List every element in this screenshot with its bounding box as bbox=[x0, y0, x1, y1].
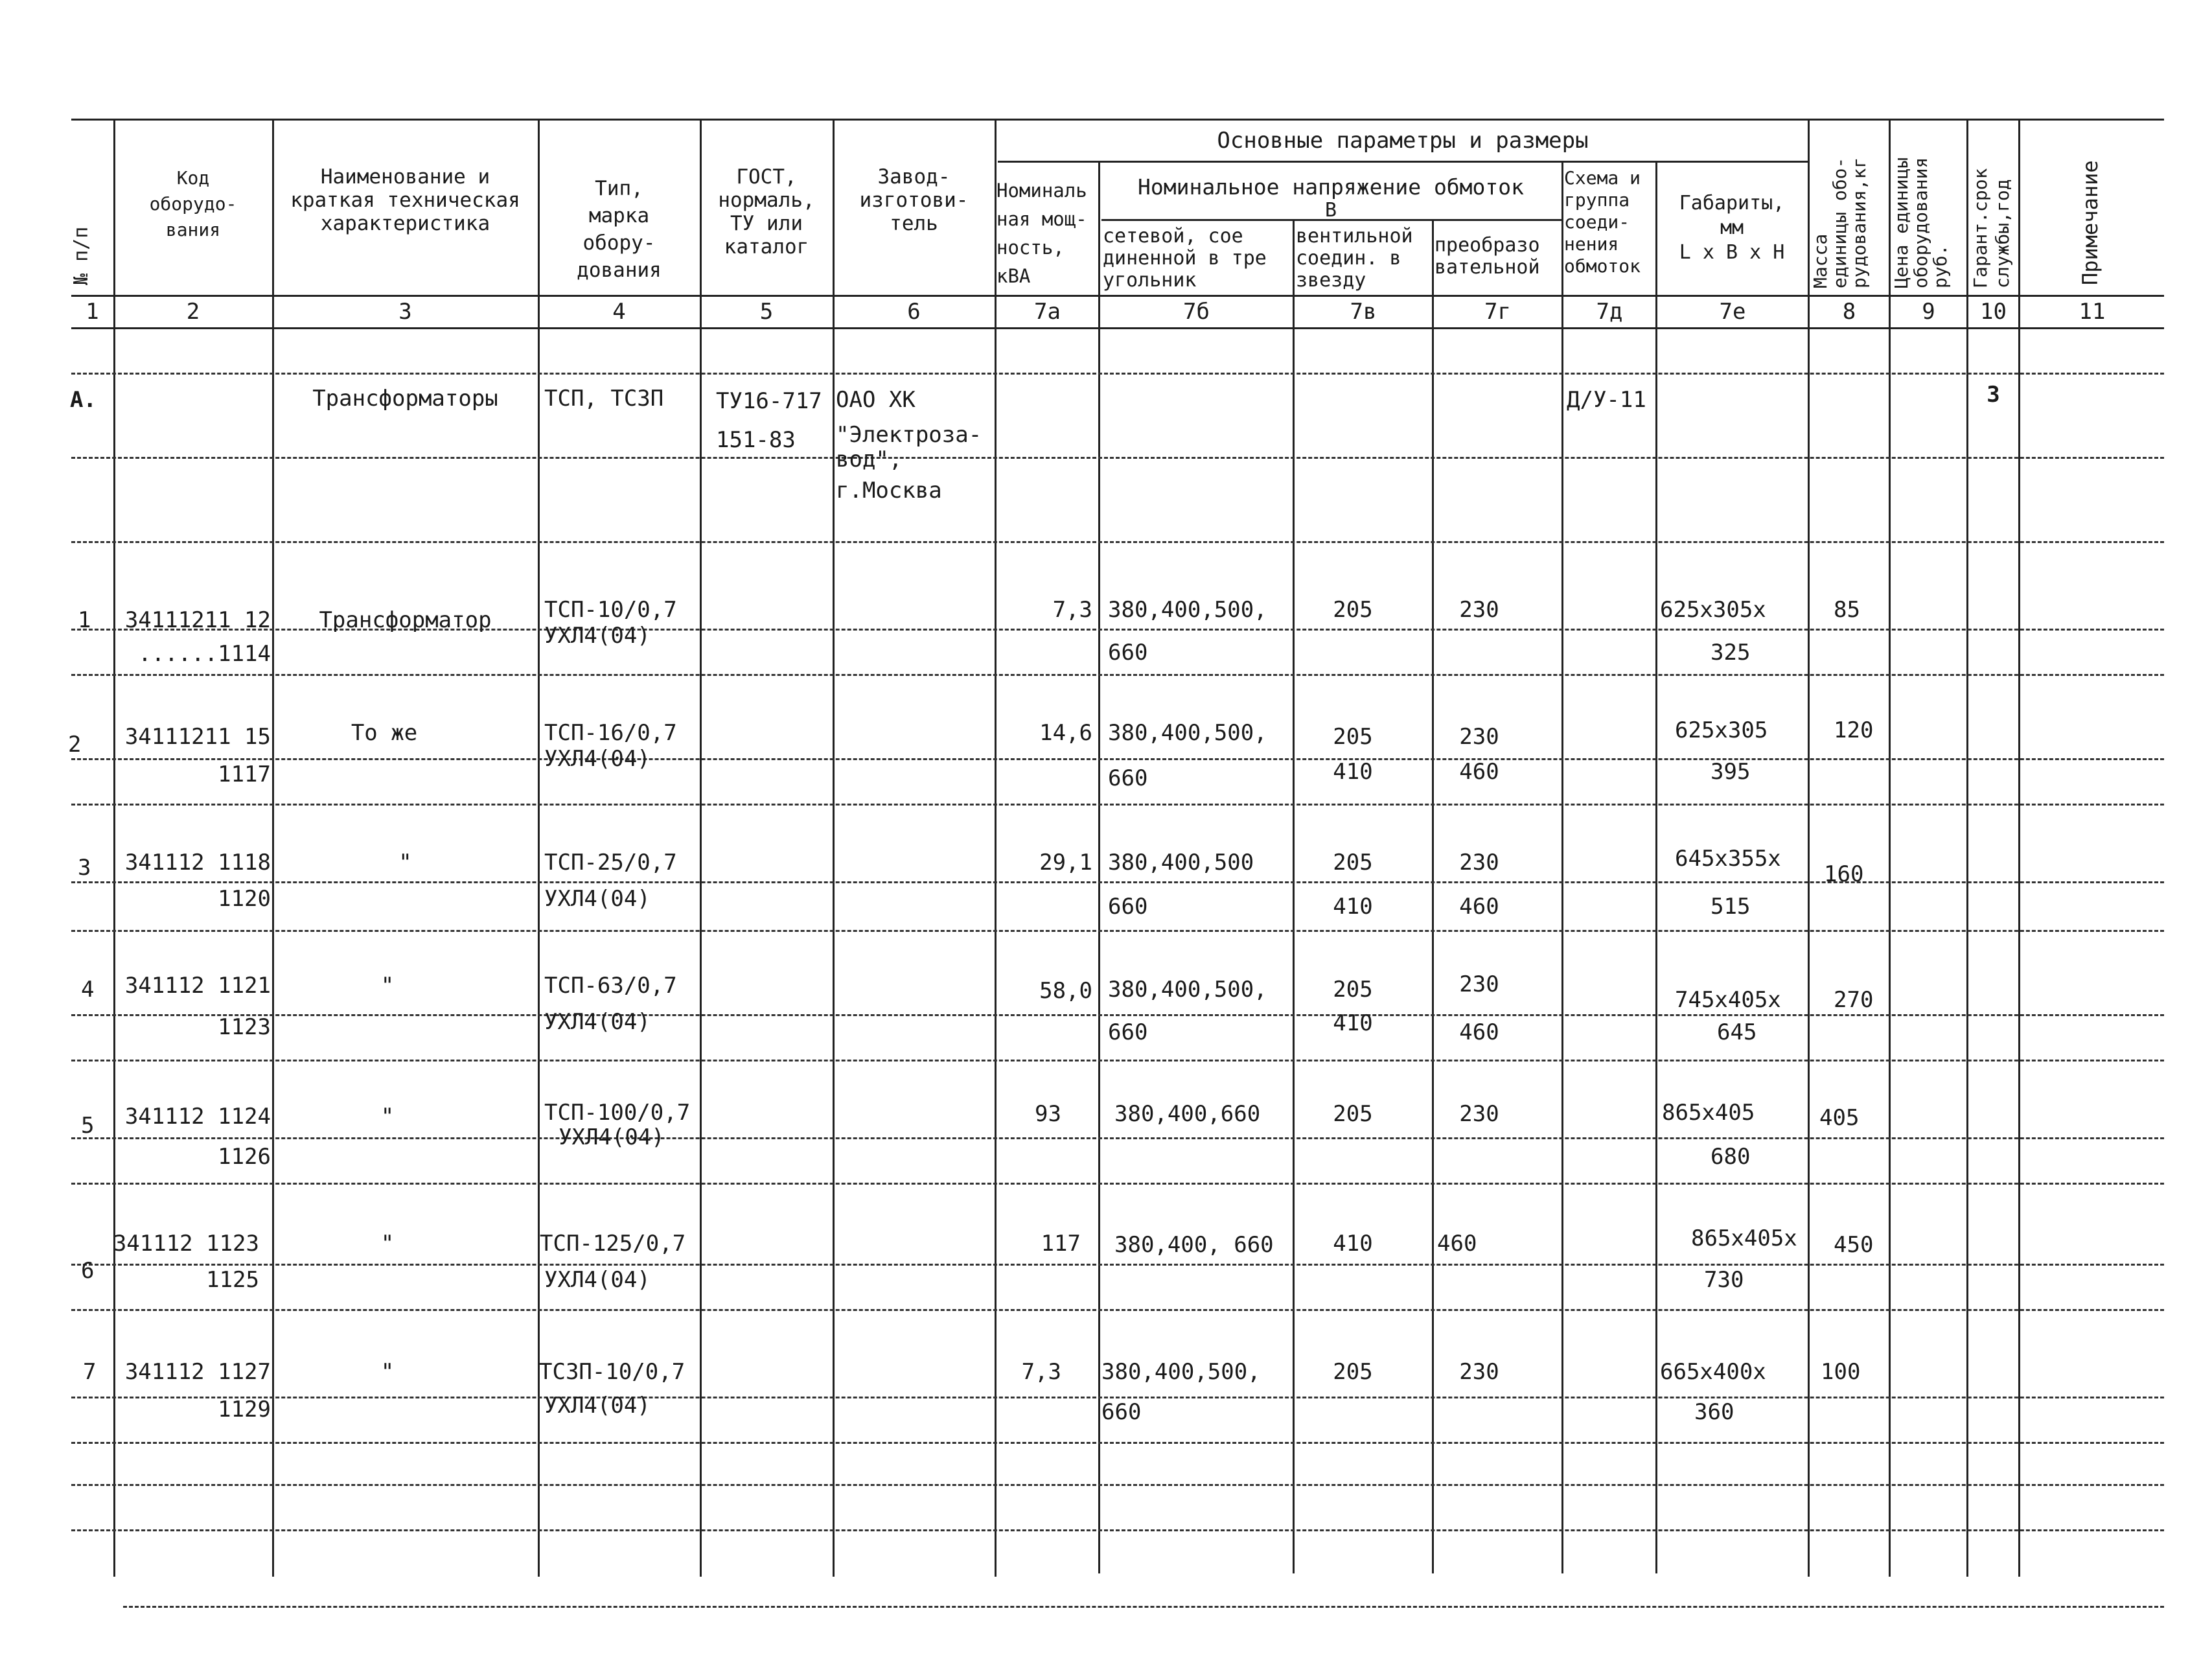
colnum: 10 bbox=[1980, 299, 2007, 325]
row-dims-2: 360 bbox=[1694, 1399, 1734, 1425]
row-code-1: 341112 1118 bbox=[124, 850, 271, 876]
section-name: Трансформаторы bbox=[312, 386, 498, 412]
row-code-2: 1125 bbox=[206, 1267, 259, 1293]
row-code-2: 1126 bbox=[218, 1144, 271, 1170]
row-vnet-2: 660 bbox=[1108, 1019, 1148, 1045]
row-power: 7,3 bbox=[1052, 597, 1092, 623]
row-dims-2: 730 bbox=[1704, 1267, 1744, 1293]
header-bottom-rule bbox=[71, 295, 2164, 297]
row-type-2: УХЛ4(04) bbox=[544, 886, 651, 912]
row-number: 1 bbox=[78, 607, 91, 633]
row-rule bbox=[71, 804, 2164, 806]
row-type-2: УХЛ4(04) bbox=[544, 623, 651, 649]
colnum: 4 bbox=[612, 299, 626, 325]
row-number: 6 bbox=[81, 1258, 95, 1284]
colnum: 1 bbox=[86, 299, 99, 325]
row-code-2: 1117 bbox=[218, 761, 271, 787]
row-rule bbox=[71, 1014, 2164, 1016]
row-rule bbox=[71, 1397, 2164, 1398]
col2-header: Код оборудо- вания bbox=[149, 167, 237, 240]
row-type-2: УХЛ4(04) bbox=[544, 746, 651, 772]
section-scheme: Д/У-11 bbox=[1567, 387, 1646, 413]
row-dims-2: 325 bbox=[1711, 640, 1751, 666]
row-rule bbox=[71, 1137, 2164, 1139]
row-dims-2: 395 bbox=[1711, 759, 1751, 785]
col-line bbox=[1966, 119, 1968, 1577]
row-code-1: 341112 1121 bbox=[124, 973, 271, 999]
col6-header: Завод- изготови- тель bbox=[859, 165, 969, 235]
row-name: " bbox=[380, 1231, 395, 1257]
row-power: 117 bbox=[1041, 1231, 1081, 1257]
row-code-1: 34111211 12 bbox=[124, 607, 271, 633]
col3-header: Наименование и краткая техническая характеристика bbox=[290, 165, 520, 235]
col11-header: Примечание bbox=[2078, 160, 2103, 285]
row-code-2: 1120 bbox=[218, 886, 271, 912]
col-line bbox=[113, 119, 115, 1577]
row-power: 58,0 bbox=[1039, 978, 1092, 1004]
col-line bbox=[700, 119, 702, 1577]
row-name: " bbox=[380, 1104, 395, 1130]
row-vconv-2: 460 bbox=[1459, 1019, 1499, 1045]
row-vnet-2: 660 bbox=[1108, 640, 1148, 666]
row-type-2: УХЛ4(04) bbox=[544, 1009, 651, 1035]
row-rule bbox=[71, 758, 2164, 760]
row-vnet-2: 660 bbox=[1101, 1399, 1142, 1425]
row-name: То же bbox=[351, 720, 418, 746]
colnum: 11 bbox=[2079, 299, 2106, 325]
section-maker-3: вод", bbox=[836, 446, 903, 472]
voltage-header: Номинальное напряжение обмоток bbox=[1137, 174, 1525, 200]
col-line bbox=[1889, 119, 1891, 1577]
colnum: 5 bbox=[759, 299, 774, 325]
col9-header: Цена единицы оборудования руб. bbox=[1891, 157, 1951, 288]
row-dims-1: 645x355x bbox=[1675, 846, 1781, 872]
colnum: 2 bbox=[186, 299, 200, 325]
section-warranty: 3 bbox=[1987, 382, 2000, 408]
col8-header: Масса единицы обо- рудования,кг bbox=[1810, 157, 1870, 288]
colnum: 9 bbox=[1922, 299, 1935, 325]
row-vvalve-1: 205 bbox=[1333, 850, 1373, 876]
row-code-2: ......1114 bbox=[138, 641, 271, 667]
col10-header: Гарант.срок службы,год bbox=[1970, 168, 2013, 288]
row-rule bbox=[71, 1529, 2164, 1531]
colnum: 7д bbox=[1596, 299, 1623, 325]
row-vnet-1: 380,400,500, bbox=[1101, 1359, 1261, 1385]
row-mass: 160 bbox=[1824, 861, 1864, 887]
row-type-1: ТСП-25/0,7 bbox=[544, 850, 677, 876]
row-mass: 405 bbox=[1819, 1105, 1860, 1131]
row-rule bbox=[71, 674, 2164, 676]
section-letter: А. bbox=[70, 387, 97, 413]
row-mass: 450 bbox=[1834, 1232, 1874, 1258]
row-vnet-1: 380,400,500, bbox=[1108, 977, 1267, 1003]
row-code-1: 341112 1123 bbox=[113, 1231, 259, 1257]
row-vconv-2: 460 bbox=[1459, 894, 1499, 920]
row-power: 93 bbox=[1035, 1101, 1061, 1127]
colnum: 3 bbox=[398, 299, 412, 325]
row-vvalve-1: 205 bbox=[1333, 597, 1373, 623]
row-dims-1: 625x305 bbox=[1675, 717, 1768, 743]
row-vnet-2: 660 bbox=[1108, 765, 1148, 791]
top-rule bbox=[71, 119, 2164, 121]
bottom-rule bbox=[123, 1606, 2164, 1608]
col7b-header: сетевой, сое диненной в тре угольник bbox=[1103, 225, 1267, 292]
row-type-2: УХЛ4(04) bbox=[544, 1267, 651, 1293]
row-vnet-1: 380,400,500 bbox=[1108, 850, 1254, 876]
row-code-2: 1129 bbox=[218, 1397, 271, 1422]
row-rule bbox=[71, 1309, 2164, 1311]
row-mass: 100 bbox=[1821, 1359, 1861, 1385]
section-maker-1: ОАО ХК bbox=[836, 387, 916, 413]
row-vconv-2: 460 bbox=[1459, 759, 1499, 785]
numbers-bottom-rule bbox=[71, 327, 2164, 329]
colnum: 6 bbox=[907, 299, 921, 325]
row-vnet-2: 660 bbox=[1108, 894, 1148, 920]
row-code-1: 341112 1127 bbox=[124, 1359, 271, 1385]
row-number: 3 bbox=[78, 855, 91, 881]
row-vvalve-1: 205 bbox=[1333, 1101, 1373, 1127]
row-type-1: ТСП-16/0,7 bbox=[544, 720, 677, 746]
row-vvalve-2: 410 bbox=[1333, 759, 1373, 785]
row-vconv-1: 230 bbox=[1459, 850, 1499, 876]
row-vvalve-1: 205 bbox=[1333, 977, 1373, 1003]
col-line bbox=[2018, 119, 2020, 1577]
row-vnet-1: 380,400,660 bbox=[1114, 1101, 1261, 1127]
row-code-2: 1123 bbox=[218, 1014, 271, 1040]
row-type-1: ТСЗП-10/0,7 bbox=[539, 1359, 685, 1385]
voltage-unit: В bbox=[1324, 199, 1337, 222]
row-mass: 120 bbox=[1834, 717, 1874, 743]
row-dims-1: 665x400x bbox=[1660, 1359, 1766, 1385]
row-vnet-1: 380,400,500, bbox=[1108, 597, 1267, 623]
row-vconv-1: 230 bbox=[1459, 1101, 1499, 1127]
row-type-1: ТСП-125/0,7 bbox=[540, 1231, 686, 1257]
main-params-rule bbox=[998, 161, 1808, 163]
col-line bbox=[538, 119, 540, 1577]
row-rule bbox=[71, 1264, 2164, 1266]
row-vconv-1: 460 bbox=[1437, 1231, 1477, 1257]
row-vnet-1: 380,400, 660 bbox=[1114, 1232, 1274, 1258]
row-dims-2: 515 bbox=[1711, 894, 1751, 920]
row-number: 7 bbox=[83, 1359, 97, 1385]
row-rule bbox=[71, 1060, 2164, 1061]
row-number: 2 bbox=[68, 732, 82, 758]
row-rule bbox=[71, 1484, 2164, 1486]
row-rule bbox=[71, 1442, 2164, 1444]
colnum: 7е bbox=[1719, 299, 1746, 325]
row-name: " bbox=[380, 1359, 395, 1385]
col-line bbox=[272, 119, 274, 1577]
colnum: 7г bbox=[1484, 299, 1511, 325]
main-params-header: Основные параметры и размеры bbox=[1217, 128, 1589, 154]
section-gost-1: ТУ16-717 bbox=[716, 388, 822, 414]
row-dims-1: 625x305x bbox=[1660, 597, 1766, 623]
col-line bbox=[995, 119, 997, 1577]
col1-header: № п/п bbox=[70, 226, 93, 285]
row-rule bbox=[71, 930, 2164, 932]
col7g-header: преобразо вательной bbox=[1434, 234, 1540, 279]
row-type-1: ТСП-63/0,7 bbox=[544, 973, 677, 999]
row-number: 5 bbox=[81, 1113, 95, 1139]
row-code-1: 341112 1124 bbox=[124, 1104, 271, 1130]
row-dims-1: 865x405x bbox=[1691, 1225, 1797, 1251]
row-name: Трансформатор bbox=[319, 607, 492, 633]
section-gost-2: 151-83 bbox=[716, 427, 796, 453]
row-dims-1: 745x405x bbox=[1675, 987, 1781, 1013]
row-vvalve-2: 410 bbox=[1333, 894, 1373, 920]
col7e-header: Габариты, мм L x B x H bbox=[1679, 192, 1785, 264]
row-type-2: УХЛ4(04) bbox=[559, 1124, 665, 1150]
row-rule bbox=[71, 457, 2164, 459]
row-power: 14,6 bbox=[1039, 720, 1092, 746]
row-dims-1: 865x405 bbox=[1662, 1100, 1755, 1126]
row-vvalve-1: 205 bbox=[1333, 1359, 1373, 1385]
row-type-1: ТСП-100/0,7 bbox=[544, 1100, 691, 1126]
row-vconv-1: 230 bbox=[1459, 1359, 1499, 1385]
col-line bbox=[1808, 119, 1810, 1577]
row-rule bbox=[71, 541, 2164, 543]
row-type-2: УХЛ4(04) bbox=[544, 1393, 651, 1419]
colnum: 7в bbox=[1350, 299, 1377, 325]
row-vconv-1: 230 bbox=[1459, 597, 1499, 623]
row-rule bbox=[71, 373, 2164, 375]
col7v-header: вентильной соедин. в звезду bbox=[1296, 225, 1413, 292]
row-dims-2: 680 bbox=[1711, 1144, 1751, 1170]
row-vvalve-1: 205 bbox=[1333, 724, 1373, 750]
col5-header: ГОСТ, нормаль, ТУ или каталог bbox=[718, 165, 815, 259]
section-maker-2: "Электроза- bbox=[836, 422, 982, 448]
row-vconv-1: 230 bbox=[1459, 724, 1499, 750]
row-dims-2: 645 bbox=[1717, 1019, 1757, 1045]
row-power: 29,1 bbox=[1039, 850, 1092, 876]
row-rule bbox=[71, 1183, 2164, 1185]
row-type-1: ТСП-10/0,7 bbox=[544, 597, 677, 623]
col7d-header: Схема и группа соеди- нения обмоток bbox=[1564, 167, 1641, 277]
row-name: " bbox=[380, 973, 395, 999]
row-vnet-1: 380,400,500, bbox=[1108, 720, 1267, 746]
row-number: 4 bbox=[81, 977, 95, 1003]
col-line bbox=[833, 119, 835, 1577]
row-name: " bbox=[398, 850, 412, 876]
row-vconv-1: 230 bbox=[1459, 971, 1499, 997]
row-vvalve-1: 410 bbox=[1333, 1231, 1373, 1257]
section-maker-4: г.Москва bbox=[836, 478, 942, 504]
colnum: 7б bbox=[1183, 299, 1210, 325]
row-mass: 85 bbox=[1834, 597, 1860, 623]
col4-header: Тип, марка обору- дования bbox=[577, 177, 662, 282]
col7a-header: Номиналь ная мощ- ность, кВА bbox=[997, 180, 1087, 287]
row-mass: 270 bbox=[1834, 987, 1874, 1013]
colnum: 8 bbox=[1842, 299, 1856, 325]
row-power: 7,3 bbox=[1021, 1359, 1061, 1385]
colnum: 7а bbox=[1034, 299, 1061, 325]
row-vvalve-2: 410 bbox=[1333, 1010, 1373, 1036]
section-type: ТСП, ТСЗП bbox=[544, 386, 664, 412]
row-code-1: 34111211 15 bbox=[124, 724, 271, 750]
